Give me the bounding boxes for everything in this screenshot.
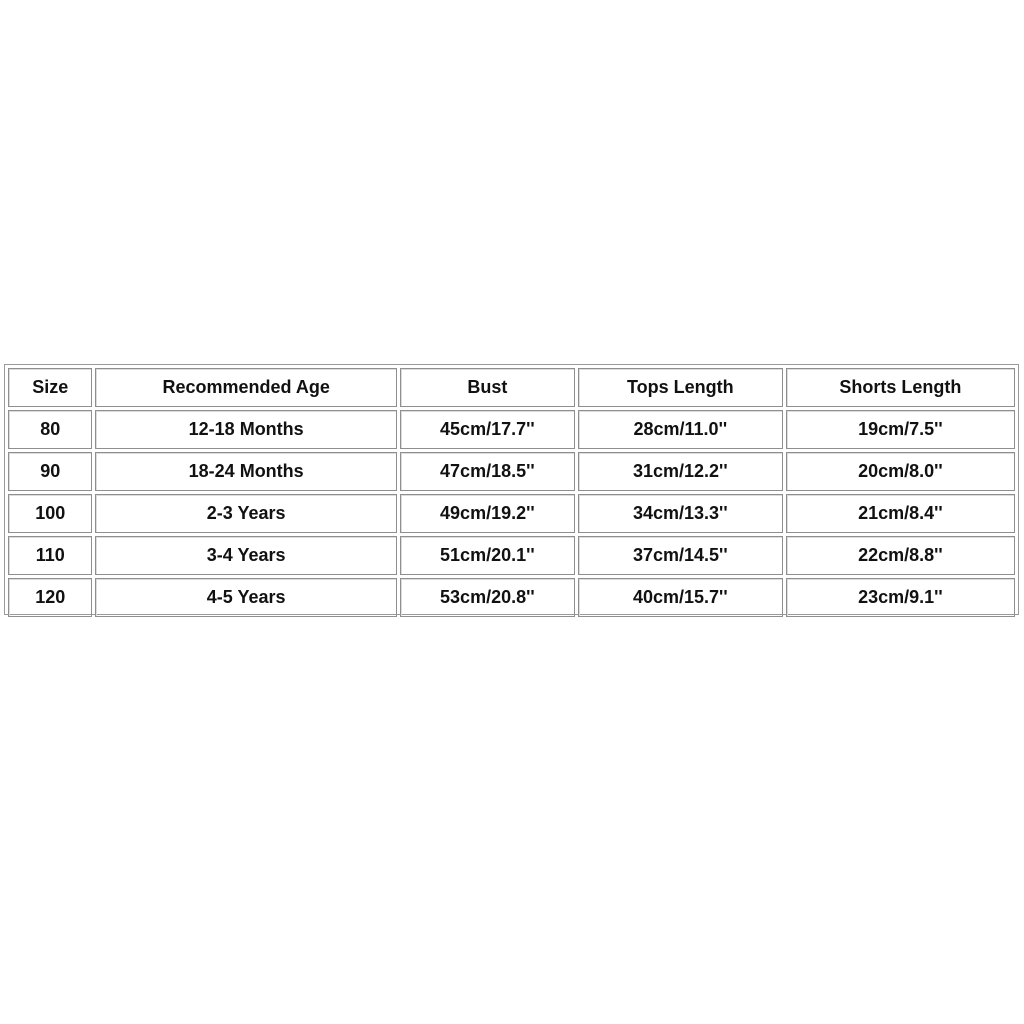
header-recommended-age: Recommended Age bbox=[95, 368, 397, 407]
cell-size: 110 bbox=[8, 536, 92, 575]
header-size: Size bbox=[8, 368, 92, 407]
cell-bust: 47cm/18.5'' bbox=[400, 452, 575, 491]
cell-bust: 45cm/17.7'' bbox=[400, 410, 575, 449]
header-bust: Bust bbox=[400, 368, 575, 407]
cell-shorts-length: 19cm/7.5'' bbox=[786, 410, 1015, 449]
cell-recommended-age: 12-18 Months bbox=[95, 410, 397, 449]
header-tops-length: Tops Length bbox=[578, 368, 783, 407]
table-header-row bbox=[8, 368, 1015, 407]
cell-recommended-age: 18-24 Months bbox=[95, 452, 397, 491]
size-table bbox=[5, 365, 1018, 620]
cell-shorts-length: 23cm/9.1'' bbox=[786, 578, 1015, 617]
cell-size: 120 bbox=[8, 578, 92, 617]
cell-tops-length: 40cm/15.7'' bbox=[578, 578, 783, 617]
cell-bust: 51cm/20.1'' bbox=[400, 536, 575, 575]
header-shorts-length: Shorts Length bbox=[786, 368, 1015, 407]
cell-tops-length: 31cm/12.2'' bbox=[578, 452, 783, 491]
cell-shorts-length: 22cm/8.8'' bbox=[786, 536, 1015, 575]
table-row bbox=[8, 410, 1015, 449]
cell-recommended-age: 2-3 Years bbox=[95, 494, 397, 533]
cell-size: 90 bbox=[8, 452, 92, 491]
cell-bust: 53cm/20.8'' bbox=[400, 578, 575, 617]
cell-tops-length: 34cm/13.3'' bbox=[578, 494, 783, 533]
cell-size: 80 bbox=[8, 410, 92, 449]
table-row bbox=[8, 494, 1015, 533]
cell-recommended-age: 4-5 Years bbox=[95, 578, 397, 617]
size-chart-table bbox=[4, 364, 1019, 615]
table-row bbox=[8, 452, 1015, 491]
cell-bust: 49cm/19.2'' bbox=[400, 494, 575, 533]
table-row bbox=[8, 578, 1015, 617]
table-row bbox=[8, 536, 1015, 575]
cell-shorts-length: 21cm/8.4'' bbox=[786, 494, 1015, 533]
cell-shorts-length: 20cm/8.0'' bbox=[786, 452, 1015, 491]
cell-recommended-age: 3-4 Years bbox=[95, 536, 397, 575]
cell-tops-length: 37cm/14.5'' bbox=[578, 536, 783, 575]
cell-size: 100 bbox=[8, 494, 92, 533]
cell-tops-length: 28cm/11.0'' bbox=[578, 410, 783, 449]
